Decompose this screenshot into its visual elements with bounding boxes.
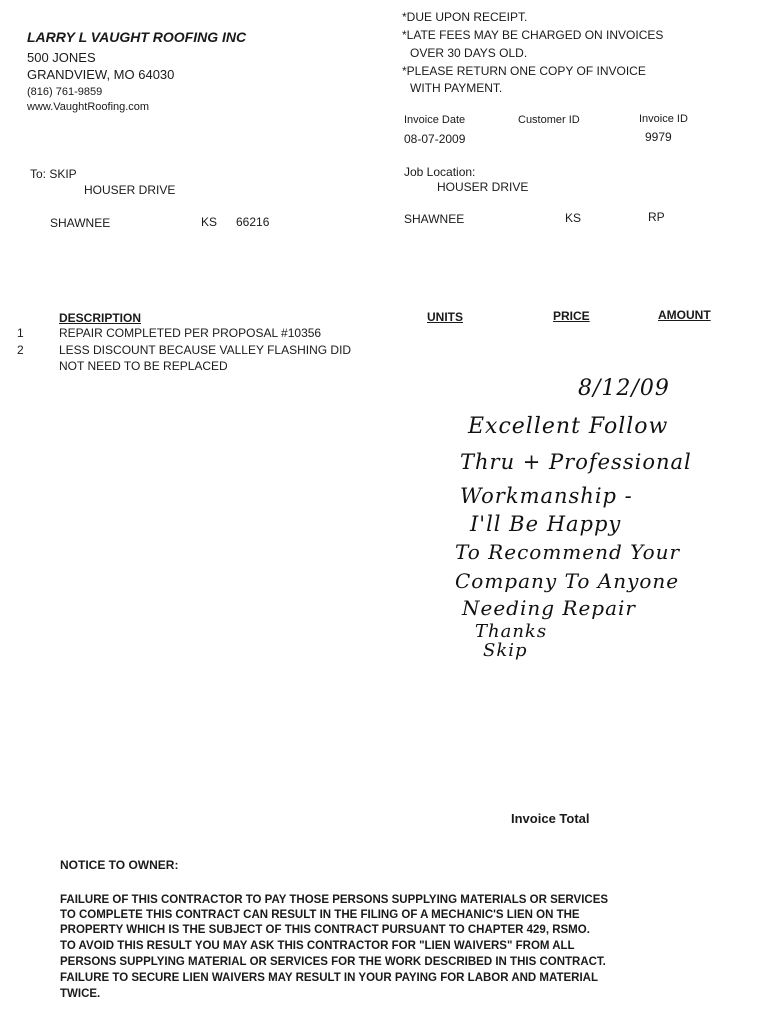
handwritten-line: To Recommend Your bbox=[455, 540, 681, 564]
notice-line: TWICE. bbox=[60, 988, 101, 1000]
notice-line: PROPERTY WHICH IS THE SUBJECT OF THIS CONTRACT PURSUANT TO CHAPTER 429, RSMO. bbox=[60, 924, 590, 936]
invoice-id-value: 9979 bbox=[645, 130, 672, 144]
terms-line: *PLEASE RETURN ONE COPY OF INVOICE bbox=[402, 64, 646, 78]
invoice-id-label: Invoice ID bbox=[639, 113, 688, 125]
company-name: LARRY L VAUGHT ROOFING INC bbox=[27, 29, 247, 45]
job-location-code: RP bbox=[648, 210, 665, 224]
bill-to-street: HOUSER DRIVE bbox=[84, 183, 176, 197]
company-city: GRANDVIEW, MO 64030 bbox=[27, 67, 175, 82]
customer-id-label: Customer ID bbox=[518, 114, 580, 126]
job-location-state: KS bbox=[565, 211, 582, 225]
company-website: www.VaughtRoofing.com bbox=[27, 101, 150, 113]
handwritten-line: I'll Be Happy bbox=[470, 512, 622, 536]
invoice-total-label: Invoice Total bbox=[511, 811, 590, 826]
price-header: PRICE bbox=[553, 309, 590, 323]
handwritten-line: Needing Repair bbox=[462, 596, 636, 620]
line-item-text: REPAIR COMPLETED PER PROPOSAL #10356 bbox=[59, 326, 322, 340]
line-item-text: NOT NEED TO BE REPLACED bbox=[59, 359, 228, 373]
bill-to-zip: 66216 bbox=[236, 215, 270, 229]
description-header: DESCRIPTION bbox=[59, 311, 142, 325]
company-phone: (816) 761-9859 bbox=[27, 86, 103, 98]
handwritten-line: Company To Anyone bbox=[455, 569, 680, 593]
invoice-date-value: 08-07-2009 bbox=[404, 132, 466, 146]
notice-title: NOTICE TO OWNER: bbox=[60, 858, 179, 872]
line-number: 1 bbox=[17, 326, 24, 340]
amount-header: AMOUNT bbox=[658, 308, 711, 322]
terms-line: *DUE UPON RECEIPT. bbox=[402, 10, 528, 24]
handwritten-line: Thanks bbox=[475, 621, 548, 642]
terms-line: OVER 30 DAYS OLD. bbox=[410, 46, 528, 60]
bill-to-state: KS bbox=[201, 215, 218, 229]
units-header: UNITS bbox=[427, 310, 463, 324]
notice-line: FAILURE OF THIS CONTRACTOR TO PAY THOSE PERSONS SUPPLYING MATERIALS OR SERVICES bbox=[60, 894, 609, 906]
handwritten-line: Excellent Follow bbox=[468, 414, 669, 439]
job-location-street: HOUSER DRIVE bbox=[437, 180, 529, 194]
notice-line: FAILURE TO SECURE LIEN WAIVERS MAY RESULT IN YOUR PAYING FOR LABOR AND MATERIAL bbox=[60, 972, 598, 984]
job-location-label: Job Location: bbox=[404, 165, 476, 179]
handwritten-line: Thru + Professional bbox=[460, 450, 692, 474]
handwritten-signature: Skip bbox=[483, 640, 528, 661]
line-number: 2 bbox=[17, 343, 24, 357]
line-item-text: LESS DISCOUNT BECAUSE VALLEY FLASHING DID bbox=[59, 343, 352, 357]
terms-line: *LATE FEES MAY BE CHARGED ON INVOICES bbox=[402, 28, 664, 42]
bill-to-label: To: SKIP bbox=[30, 167, 77, 181]
terms-line: WITH PAYMENT. bbox=[410, 81, 503, 95]
company-street: 500 JONES bbox=[27, 50, 96, 65]
notice-line: TO COMPLETE THIS CONTRACT CAN RESULT IN THE FILING OF A MECHANIC'S LIEN ON THE bbox=[60, 909, 580, 921]
notice-line: TO AVOID THIS RESULT YOU MAY ASK THIS CONTRACTOR FOR "LIEN WAIVERS" FROM ALL bbox=[60, 940, 575, 952]
handwritten-line: Workmanship - bbox=[460, 484, 633, 508]
invoice-date-label: Invoice Date bbox=[404, 114, 466, 126]
notice-line: PERSONS SUPPLYING MATERIAL OR SERVICES FOR THE WORK DESCRIBED IN THIS CONTRACT. bbox=[60, 956, 606, 968]
job-location-city: SHAWNEE bbox=[404, 212, 465, 226]
handwritten-date: 8/12/09 bbox=[578, 376, 670, 401]
bill-to-city: SHAWNEE bbox=[50, 216, 111, 230]
